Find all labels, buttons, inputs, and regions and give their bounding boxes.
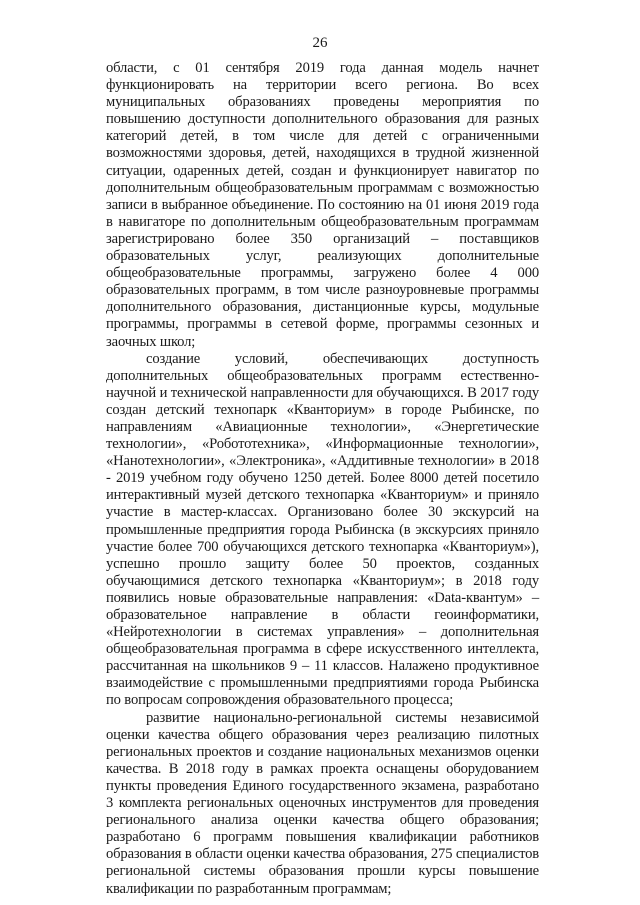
paragraph-continuation: области, с 01 сентября 2019 года данная модель начнет функционировать на территории всего региона. Во всех муниципальных образованиях проведены мероприятия по повышению доступности дополнительного образования для разных категорий детей, в том числе для детей с ограниченными возможностями здоровья, детей, находящихся в трудной жизненной ситуации, одаренных детей, создан и функционирует навигатор по дополнительным общеобразовательным программам с возможностью записи в выбранное объединение. По состоянию на 01 июня 2019 года в навигаторе по дополнительным общеобразовательным программам зарегистрировано более 350 организаций – поставщиков образовательных услуг, реализующих дополнительные общеобразовательные программы, загружено более 4 000 образовательных программ, в том числе разноуровневые программы дополнительного образования, дистанционные курсы, модульные программы, программы в сетевой форме, программы сезонных и заочных школ; <box>106 60 539 350</box>
document-body <box>106 60 539 898</box>
page-number: 26 <box>312 35 328 51</box>
paragraph-quality-assessment: развитие национально-региональной системы независимой оценки качества общего образования через реализацию пилотных региональных проектов и создание национальных механизмов оценки качества. В 2018 году в рамках проекта оснащены оборудованием пункты проведения Единого государственного экзамена, разработано 3 комплекта региональных оценочных инструментов для проведения регионального анализа оценки качества общего образования; разработано 6 программ повышения квалификации работников образования в области оценки качества образования, 275 специалистов региональной системы образования прошли курсы повышение квалификации по разработанным программам; <box>106 709 539 897</box>
paragraph-technopark: создание условий, обеспечивающих доступность дополнительных общеобразовательных программ естественно-научной и технической направленности для обучающихся. В 2017 году создан детский технопарк «Кванториум» в городе Рыбинске, по направлениям «Авиационные технологии», «Энергетические технологии», «Робототехника», «Информационные технологии», «Нанотехнологии», «Электроника», «Аддитивные технологии» в 2018 - 2019 учебном году обучено 1250 детей. Более 8000 детей посетило интерактивный музей детского технопарка «Кванториум» и приняло участие в мастер-классах. Организовано более 30 экскурсий на промышленные предприятия города Рыбинска (в экскурсиях приняло участие более 700 обучающихся детского технопарка «Кванториум»), успешно прошло защиту более 50 проектов, созданных обучающимися детского технопарка «Кванториум»; в 2018 году появились новые образовательные направления: «Data-квантум» – образовательное направление в области геоинформатики, «Нейротехнологии в системах управления» – дополнительная общеобразовательная программа в сфере искусственного интеллекта, рассчитанная на школьников 9 – 11 классов. Налажено продуктивное взаимодействие с промышленными предприятиями города Рыбинска по вопросам сопровождения образовательного процесса; <box>106 350 539 709</box>
